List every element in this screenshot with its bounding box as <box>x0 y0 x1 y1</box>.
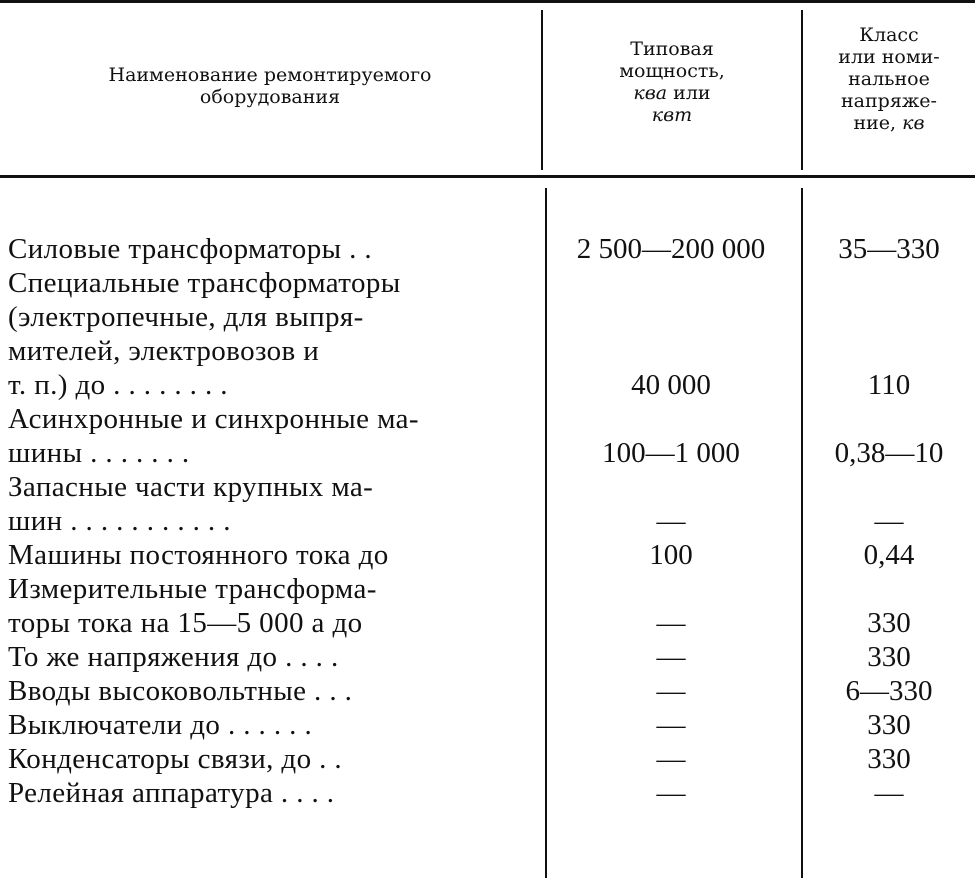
row-voltage: 6—330 <box>845 675 933 707</box>
row-power: — <box>656 777 686 809</box>
row-voltage: 110 <box>867 369 911 401</box>
row-power: 2 500—200 000 <box>576 233 766 265</box>
row-name-line: То же напряжения до . . . . <box>8 641 339 673</box>
header-line: нальное <box>848 68 930 90</box>
top-rule <box>0 0 975 3</box>
column-divider-2-body <box>801 188 803 878</box>
row-power: — <box>656 505 686 537</box>
header-unit: кв <box>902 112 925 134</box>
header-text: или <box>667 82 711 104</box>
row-name <box>8 538 528 572</box>
row-power: — <box>656 675 686 707</box>
row-voltage: 330 <box>867 743 911 775</box>
row-name-line: Выключатели до . . . . . . <box>8 709 313 741</box>
row-name-line: торы тока на 15—5 000 а до <box>8 607 363 639</box>
row-voltage: 0,44 <box>863 539 915 571</box>
row-name-line: Вводы высоковольтные . . . <box>8 675 353 707</box>
row-name <box>8 402 528 470</box>
row-name <box>8 232 528 266</box>
column-divider-2-header <box>801 10 803 170</box>
row-power: — <box>656 641 686 673</box>
header-bottom-rule <box>0 175 975 178</box>
header-line: или номи- <box>838 46 940 68</box>
column-divider-1-header <box>541 10 543 170</box>
row-voltage: — <box>874 777 904 809</box>
row-name-line: Измерительные трансформа- <box>8 573 377 605</box>
header-line <box>552 82 792 104</box>
header-line <box>806 112 972 134</box>
row-name-line: Релейная аппаратура . . . . <box>8 777 335 809</box>
row-name-line: (электропечные, для выпря- <box>8 301 364 333</box>
header-line: мощность, <box>619 60 725 82</box>
header-line: Наименование ремонтируемого <box>108 64 432 86</box>
row-voltage: — <box>874 505 904 537</box>
header-voltage <box>806 24 972 134</box>
row-voltage: 35—330 <box>838 233 940 265</box>
row-power: 40 000 <box>631 369 711 401</box>
row-name <box>8 640 528 674</box>
row-name <box>8 266 528 402</box>
header-power <box>552 38 792 126</box>
header-line: напряже- <box>841 90 937 112</box>
row-name <box>8 708 528 742</box>
row-voltage: 330 <box>867 607 911 639</box>
row-name-line: мителей, электровозов и <box>8 335 320 367</box>
row-name-line: шин . . . . . . . . . . . <box>8 505 231 537</box>
header-line: оборудования <box>199 86 341 108</box>
row-power: — <box>656 743 686 775</box>
row-name <box>8 572 528 640</box>
row-voltage: 330 <box>867 709 911 741</box>
header-unit: ква <box>633 82 668 104</box>
header-text: ние, <box>853 112 903 134</box>
header-line <box>552 104 792 126</box>
row-power: — <box>656 709 686 741</box>
row-name-line: Конденсаторы связи, до . . <box>8 743 343 775</box>
row-power: 100 <box>649 539 693 571</box>
row-name-line: Запасные части крупных ма- <box>8 471 374 503</box>
row-name <box>8 776 528 810</box>
row-name <box>8 742 528 776</box>
row-name <box>8 674 528 708</box>
row-name-line: Машины постоянного тока до <box>8 539 389 571</box>
row-name-line: шины . . . . . . . <box>8 437 190 469</box>
row-name <box>8 470 528 538</box>
row-name-line: Силовые трансформаторы . . <box>8 233 373 265</box>
row-voltage: 0,38—10 <box>834 437 944 469</box>
header-line: Класс <box>859 24 919 46</box>
row-name-line: Специальные трансформаторы <box>8 267 401 299</box>
header-line: Типовая <box>630 38 714 60</box>
row-name-line: т. п.) до . . . . . . . . <box>8 369 228 401</box>
header-equipment-name <box>20 64 520 108</box>
row-name-line: Асинхронные и синхронные ма- <box>8 403 419 435</box>
row-power: — <box>656 607 686 639</box>
header-unit: квт <box>651 104 693 126</box>
row-power: 100—1 000 <box>602 437 740 469</box>
row-voltage: 330 <box>867 641 911 673</box>
